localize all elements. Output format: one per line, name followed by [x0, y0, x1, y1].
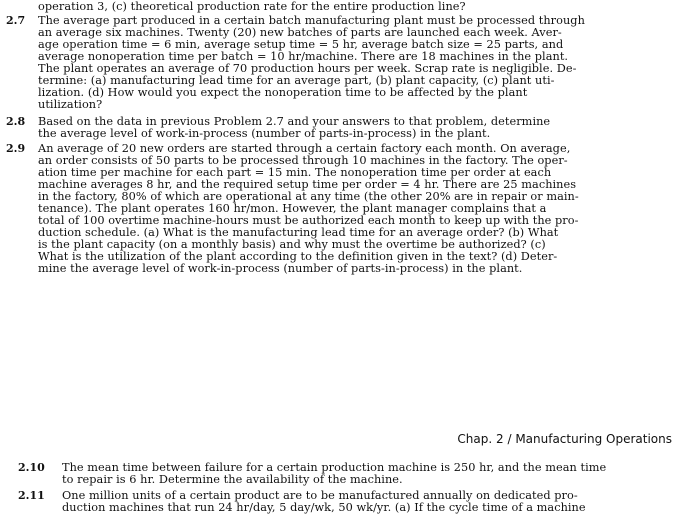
problem-2-7-line: utilization?	[38, 98, 103, 111]
intro-line: operation 3, (c) theoretical production rate for the entire production line?	[38, 0, 466, 13]
problem-2-10-line: The mean time between failure for a certain production machine is 250 hr, and the mean time	[62, 461, 607, 474]
problem-2-9-line: tenance). The plant operates 160 hr/mon. However, the plant manager complains that a	[38, 202, 547, 215]
problem-2-9-line: is the plant capacity (on a monthly basis) and why must the overtime be authorized? (c)	[38, 238, 546, 251]
problem-2-9-line: An average of 20 new orders are started through a certain factory each month. On average,	[38, 142, 571, 155]
problem-2-9-line: an order consists of 50 parts to be processed through 10 machines in the factory. The oper-	[38, 154, 568, 167]
problem-2-11-line: duction machines that run 24 hr/day, 5 day/wk, 50 wk/yr. (a) If the cycle time of a machine	[62, 501, 586, 514]
problem-2-7-line: termine: (a) manufacturing lead time for an average part, (b) plant capacity, (c) plant uti-	[38, 74, 555, 87]
problem-2-11-line: One million units of a certain product are to be manufactured annually on dedicated pro-	[62, 489, 578, 502]
problem-number-2-7: 2.7	[6, 14, 26, 27]
problem-number-2-11: 2.11	[18, 489, 45, 502]
problem-number-2-10: 2.10	[18, 461, 45, 474]
problem-2-8-line: the average level of work-in-process (number of parts-in-process) in the plant.	[38, 127, 491, 140]
problem-number-2-8: 2.8	[6, 115, 26, 128]
problem-number-2-9: 2.9	[6, 142, 26, 155]
problem-2-7-line: The plant operates an average of 70 production hours per week. Scrap rate is negligible. De-	[38, 62, 577, 75]
problem-2-7-line: The average part produced in a certain batch manufacturing plant must be processed through	[38, 14, 585, 27]
problem-2-9-line: mine the average level of work-in-process (number of parts-in-process) in the plant.	[38, 262, 523, 275]
problem-2-9-line: in the factory, 80% of which are operational at any time (the other 20% are in repair or main-	[38, 190, 579, 203]
problem-2-7-line: an average six machines. Twenty (20) new batches of parts are launched each week. Aver-	[38, 26, 562, 39]
problem-2-9-line: ation time per machine for each part = 15 min. The nonoperation time per order at each	[38, 166, 552, 179]
problem-2-8-line: Based on the data in previous Problem 2.7 and your answers to that problem, determine	[38, 115, 551, 128]
problem-2-9-line: duction schedule. (a) What is the manufacturing lead time for an average order? (b) What	[38, 226, 559, 239]
problem-2-9-line: machine averages 8 hr, and the required setup time per order = 4 hr. There are 25 machines	[38, 178, 577, 191]
problem-2-10-line: to repair is 6 hr. Determine the availability of the machine.	[62, 473, 403, 486]
problem-2-7-line: average nonoperation time per batch = 10 hr/machine. There are 18 machines in the plant.	[38, 50, 569, 63]
chapter-header: Chap. 2 / Manufacturing Operations	[457, 432, 672, 446]
problem-2-7-line: age operation time = 6 min, average setup time = 5 hr, average batch size = 25 parts, and	[38, 38, 564, 51]
problem-2-9-line: What is the utilization of the plant according to the definition given in the text? (d) Deter-	[38, 250, 558, 263]
problem-2-9-line: total of 100 overtime machine-hours must be authorized each month to keep up with the pro-	[38, 214, 579, 227]
problem-2-7-line: lization. (d) How would you expect the nonoperation time to be affected by the plant	[38, 86, 528, 99]
